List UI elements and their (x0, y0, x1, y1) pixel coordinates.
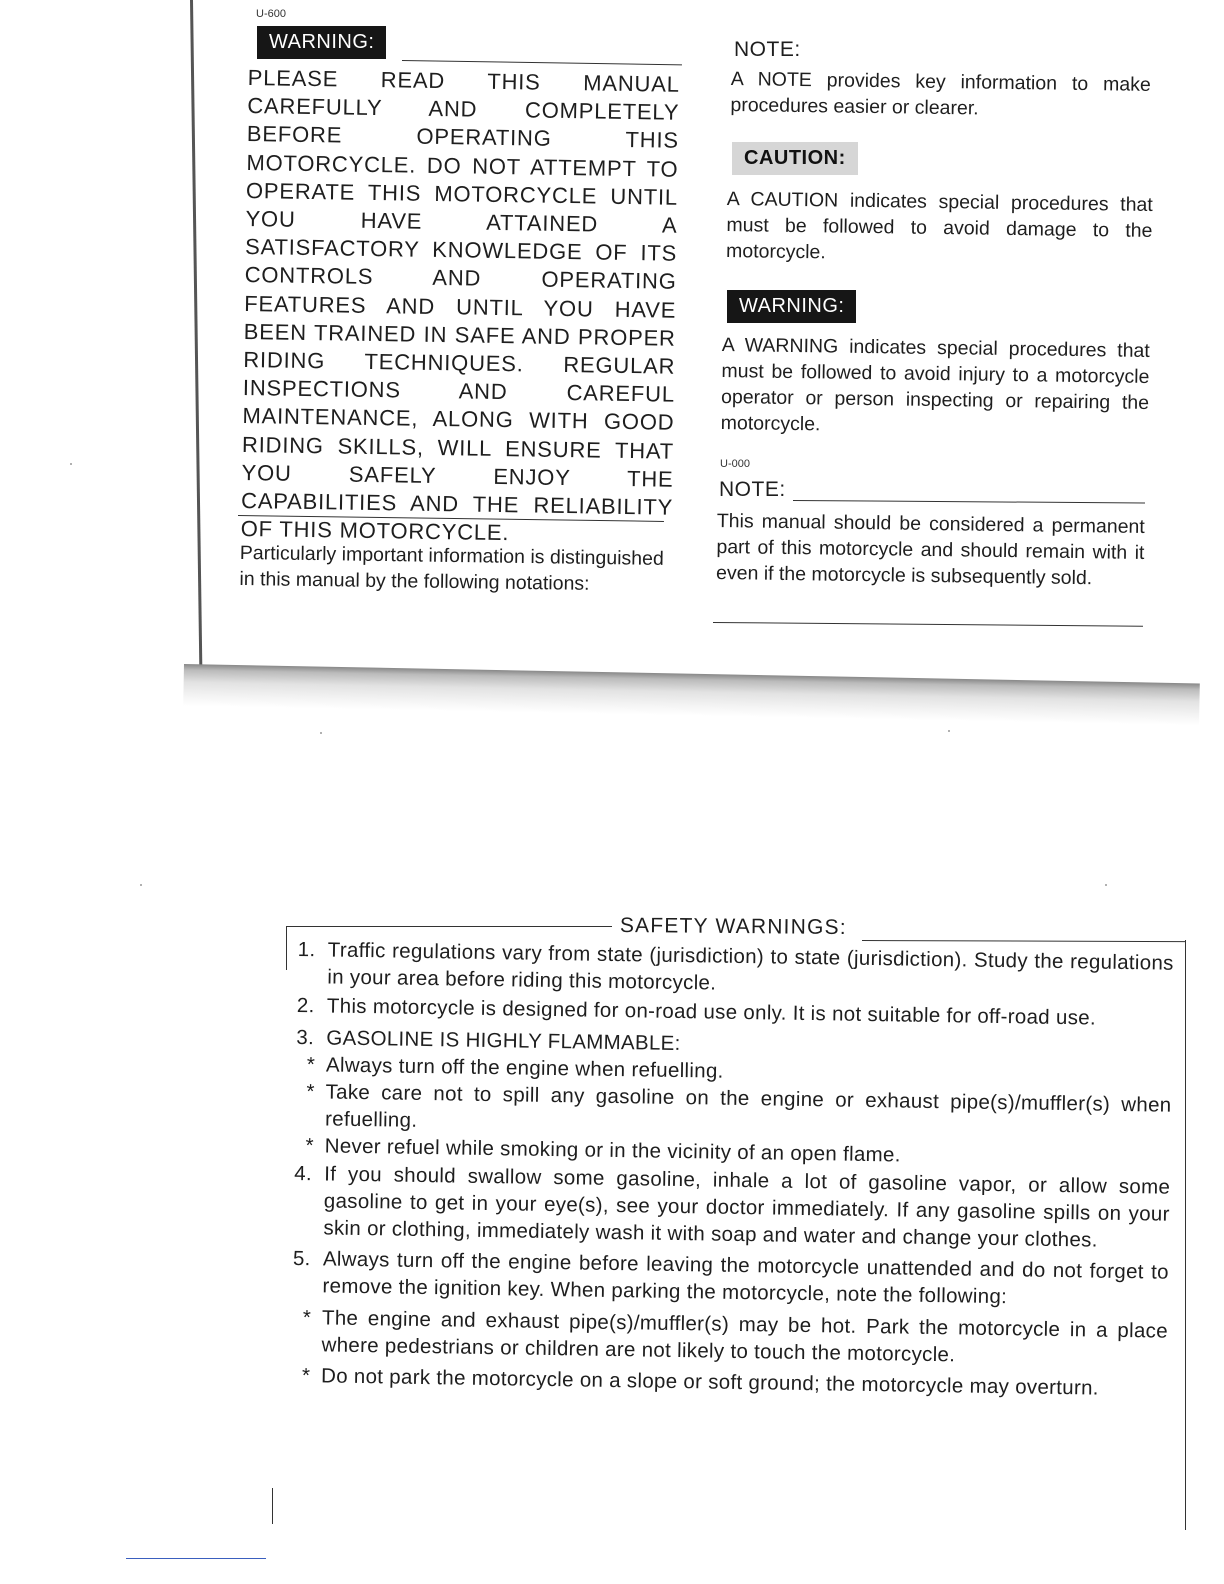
note2-bottom-rule (713, 622, 1143, 627)
caution-text: A CAUTION indicates special procedures that must be followed to avoid damage to the motorcycle. (725, 187, 1153, 264)
item-number: 4. (294, 1161, 313, 1185)
safety-item-5 (292, 1245, 1169, 1313)
scan-speck (1105, 884, 1107, 886)
item-number: 3. (296, 1025, 315, 1049)
warning-definition: A WARNING indicates special procedures that must be followed to avoid injury to a motorcycle operator or person inspecting or repairing the motorcycle. (720, 333, 1150, 436)
warning-top-rule (402, 60, 682, 65)
bullet-asterisk: * (302, 1305, 312, 1329)
bullet-text: Take care not to spill any gasoline on the engine or exhaust pipe(s)/muffler(s) when refuelling. (324, 1080, 1172, 1133)
item-number: 5. (292, 1247, 311, 1271)
scan-speck (948, 730, 950, 732)
safety-box-right-border (1185, 940, 1186, 1530)
item-text: Always turn off the engine before leaving the motorcycle unattended and do not forget to remove the ignition key. When parking the motorcycle, note the following: (322, 1247, 1170, 1309)
safety-bullet (291, 1304, 1168, 1372)
note2-rule (793, 500, 1145, 503)
warning-badge-2: WARNING: (727, 290, 856, 323)
bullet-asterisk: * (301, 1364, 311, 1388)
note2-text: This manual should be considered a permanent part of this motorcycle and should remain with it even if the motorcycle is subsequently sold. (715, 509, 1145, 590)
item-text: GASOLINE IS HIGHLY FLAMMABLE: (326, 1026, 681, 1055)
section-code-2: U-000 (720, 458, 750, 470)
scan-speck (140, 884, 142, 886)
safety-box-left-border-low (272, 1488, 273, 1524)
safety-box-top-right-rule (862, 940, 1186, 942)
bullet-text: Never refuel while smoking or in the vicinity of an open flame. (324, 1134, 901, 1167)
note2-heading: NOTE: (719, 478, 786, 501)
section-code: U-600 (256, 8, 286, 20)
bullet-text: Do not park the motorcycle on a slope or soft ground; the motorcycle may overturn. (320, 1364, 1099, 1400)
page-bottom-shadow (183, 664, 1200, 725)
warning-badge: WARNING: (257, 26, 386, 59)
bottom-blue-line (126, 1558, 266, 1559)
item-number: 1. (297, 937, 316, 962)
scan-speck (320, 732, 322, 734)
safety-item-4 (293, 1160, 1170, 1255)
intro-paragraph: Particularly important information is distinguished in this manual by the following notations: (239, 541, 664, 595)
item-text: Traffic regulations vary from state (jurisdiction) to state (jurisdiction). Study the regulations in your area before riding this motorcycle. (327, 938, 1174, 995)
item-text: This motorcycle is designed for on-road use only. It is not suitable for off-road use. (326, 994, 1097, 1030)
bullet-asterisk: * (306, 1052, 316, 1077)
safety-box-left-border (286, 926, 287, 970)
item-text: If you should swallow some gasoline, inhale a lot of gasoline vapor, or allow some gasoline to get in your eye(s), see your doctor immediately. If any gasoline spills on your skin or clothing, immediately wash it with soap and water and change your clothes. (323, 1162, 1171, 1252)
bullet-asterisk: * (306, 1080, 315, 1104)
warning-text: PLEASE READ THIS MANUAL CAREFULLY AND COMPLETELY BEFORE OPERATING THIS MOTORCYCLE. DO NOT ATTEMPT TO OPERATE THIS MOTORCYCLE UNTIL YOU HAVE ATTAINED A SATISFACTORY KNOWLEDGE OF ITS CONTROLS AND OPERATING FEATURES AND UNTIL YOU HAVE BEEN TRAINED IN SAFE AND PROPER RIDING TECHNIQUES. REGULAR INSPECTIONS AND CAREFUL MAINTENANCE, ALONG WITH GOOD RIDING SKILLS, WILL ENSURE THAT YOU SAFELY ENJOY THE CAPABILITIES AND THE RELIABILITY OF THIS MOTORCYCLE. (240, 64, 680, 546)
bullet-text: The engine and exhaust pipe(s)/muffler(s) may be hot. Park the motorcycle in a place where pedestrians or children are not likely to touch the motorcycle. (321, 1306, 1169, 1367)
scan-speck (70, 463, 72, 465)
bullet-asterisk: * (305, 1134, 315, 1158)
safety-title: SAFETY WARNINGS: (616, 914, 851, 940)
note-heading: NOTE: (734, 38, 801, 61)
safety-list (291, 936, 1174, 1403)
note-text: A NOTE provides key information to make procedures easier or clearer. (730, 67, 1151, 120)
page-left-edge (190, 0, 202, 670)
caution-badge: CAUTION: (732, 142, 858, 175)
safety-box-top-left-rule (286, 926, 612, 927)
item-number: 2. (296, 994, 315, 1018)
bullet-text: Always turn off the engine when refuelling. (325, 1053, 724, 1083)
